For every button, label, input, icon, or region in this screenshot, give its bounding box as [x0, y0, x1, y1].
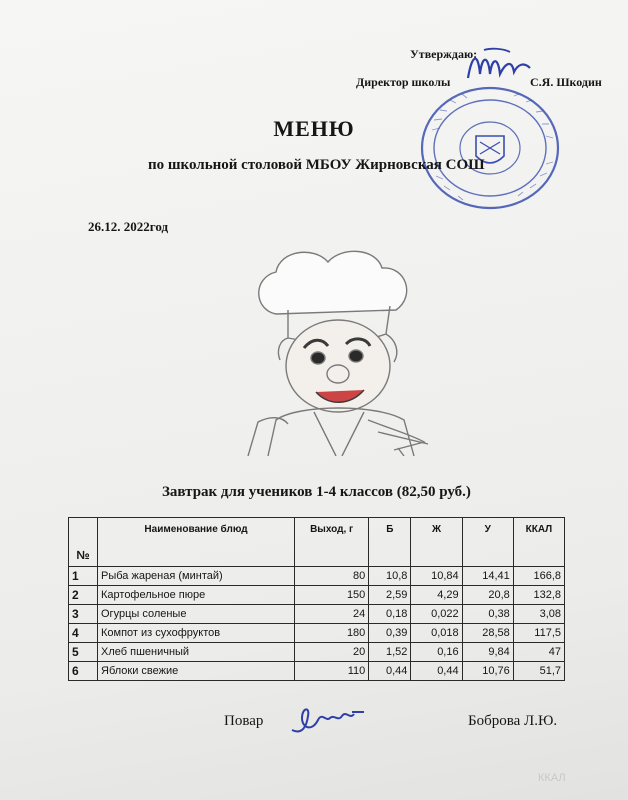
dish-name: Яблоки свежие — [98, 662, 295, 681]
dish-protein: 0,44 — [369, 662, 411, 681]
table-row — [69, 643, 565, 662]
dish-protein: 10,8 — [369, 567, 411, 586]
dish-kcal: 117,5 — [513, 624, 564, 643]
school-stamp — [418, 84, 562, 212]
column-header-output: Выход, г — [295, 518, 369, 567]
dish-protein: 0,18 — [369, 605, 411, 624]
dish-carbs: 9,84 — [462, 643, 513, 662]
dish-name: Рыба жареная (минтай) — [98, 567, 295, 586]
table-row — [69, 605, 565, 624]
row-number: 5 — [69, 643, 98, 662]
dish-fat: 0,44 — [411, 662, 462, 681]
table-row — [69, 586, 565, 605]
dish-output: 80 — [295, 567, 369, 586]
dish-carbs: 20,8 — [462, 586, 513, 605]
director-title: Директор школы — [356, 75, 451, 89]
dish-carbs: 0,38 — [462, 605, 513, 624]
cook-signature — [288, 700, 370, 738]
dish-output: 180 — [295, 624, 369, 643]
column-header-fat: Ж — [411, 518, 462, 567]
dish-output: 150 — [295, 586, 369, 605]
dish-fat: 4,29 — [411, 586, 462, 605]
cook-label: Повар — [224, 713, 264, 729]
school-subtitle: по школьной столовой МБОУ Жирновская СОШ — [148, 157, 485, 173]
dish-kcal: 132,8 — [513, 586, 564, 605]
dish-name: Хлеб пшеничный — [98, 643, 295, 662]
dish-fat: 0,018 — [411, 624, 462, 643]
dish-fat: 10,84 — [411, 567, 462, 586]
row-number: 2 — [69, 586, 98, 605]
dish-output: 24 — [295, 605, 369, 624]
director-name: С.Я. Шкодин — [530, 75, 602, 89]
dish-protein: 0,39 — [369, 624, 411, 643]
cook-name: Боброва Л.Ю. — [468, 713, 558, 729]
column-header-kcal: ККАЛ — [513, 518, 564, 567]
dish-kcal: 47 — [513, 643, 564, 662]
dish-protein: 2,59 — [369, 586, 411, 605]
row-number: 1 — [69, 567, 98, 586]
dish-name: Компот из сухофруктов — [98, 624, 295, 643]
column-header-dish: Наименование блюд — [98, 518, 295, 567]
dish-kcal: 3,08 — [513, 605, 564, 624]
dish-carbs: 10,76 — [462, 662, 513, 681]
approve-label: Утверждаю: — [410, 47, 478, 61]
column-header-number: № — [69, 518, 98, 567]
bleed-through-text: ККАЛ — [538, 772, 566, 784]
meal-title: Завтрак для учеников 1-4 классов (82,50 руб.) — [162, 484, 471, 500]
menu-table — [68, 517, 565, 681]
column-header-protein: Б — [369, 518, 411, 567]
row-number: 4 — [69, 624, 98, 643]
dish-kcal: 166,8 — [513, 567, 564, 586]
dish-protein: 1,52 — [369, 643, 411, 662]
dish-output: 20 — [295, 643, 369, 662]
dish-carbs: 14,41 — [462, 567, 513, 586]
dish-carbs: 28,58 — [462, 624, 513, 643]
row-number: 6 — [69, 662, 98, 681]
dish-output: 110 — [295, 662, 369, 681]
table-row — [69, 624, 565, 643]
dish-fat: 0,16 — [411, 643, 462, 662]
column-header-carbs: У — [462, 518, 513, 567]
dish-kcal: 51,7 — [513, 662, 564, 681]
table-row — [69, 662, 565, 681]
table-row — [69, 567, 565, 586]
page-title: МЕНЮ — [273, 116, 355, 141]
row-number: 3 — [69, 605, 98, 624]
dish-name: Картофельное пюре — [98, 586, 295, 605]
table-header-row — [69, 518, 565, 567]
dish-name: Огурцы соленые — [98, 605, 295, 624]
menu-date: 26.12. 2022год — [88, 219, 169, 234]
dish-fat: 0,022 — [411, 605, 462, 624]
chef-illustration — [218, 244, 488, 456]
